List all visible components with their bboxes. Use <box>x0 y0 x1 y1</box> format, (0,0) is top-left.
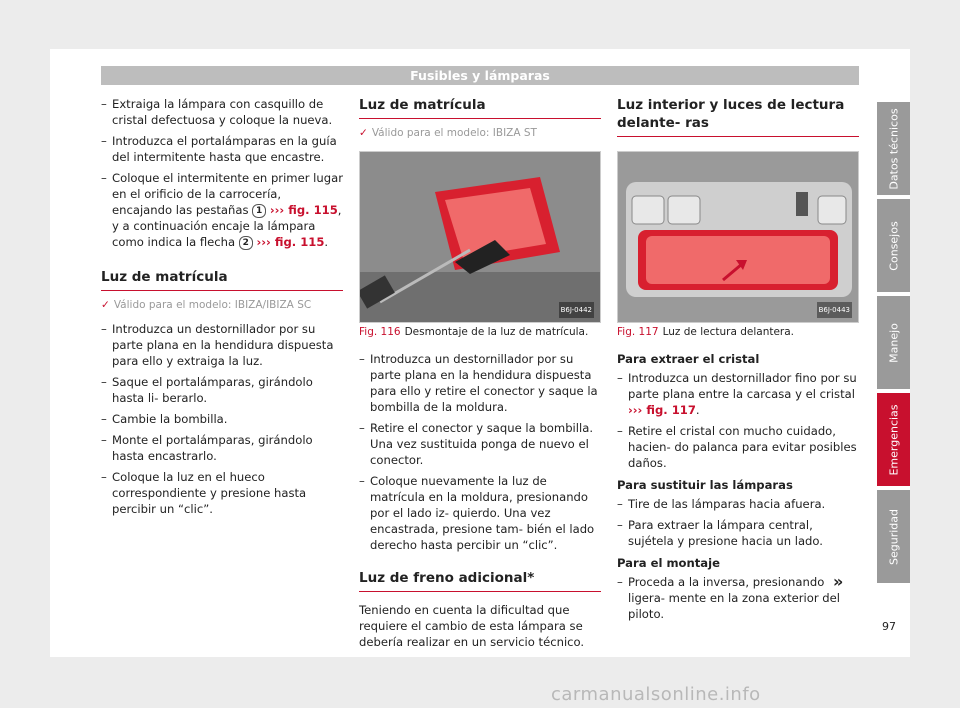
tab-emergencias[interactable]: Emergencias <box>877 393 910 486</box>
step-list <box>101 96 343 250</box>
tab-manejo[interactable]: Manejo <box>877 296 910 389</box>
list-item: – Monte el portalámparas, girándolo hasta encastrarlo. <box>101 432 343 464</box>
column-3 <box>617 96 859 627</box>
tab-datos-tecnicos[interactable]: Datos técnicos <box>877 102 910 195</box>
column-2 <box>359 96 601 650</box>
step-list <box>617 496 859 549</box>
watermark: carmanualsonline.info <box>551 684 761 705</box>
figure-caption: Fig. 117 Luz de lectura delantera. <box>617 326 795 338</box>
figure-117-image <box>617 151 859 323</box>
figure-caption: Fig. 116 Desmontaje de la luz de matrícula. <box>359 326 589 338</box>
page-number: 97 <box>882 620 896 633</box>
figure-reference-link[interactable]: ››› fig. 115 <box>269 203 338 217</box>
list-item: – Introduzca un destornillador por su parte plana en la hendidura dispuesta para ello y extraiga la luz. <box>101 321 343 369</box>
figure-reference-link[interactable]: ››› fig. 117 <box>628 403 696 417</box>
subheading: Para el montaje <box>617 556 720 570</box>
step-list <box>617 574 859 622</box>
section-title: Luz de matrícula <box>101 268 343 291</box>
checkmark-icon: ✓ <box>101 299 110 311</box>
paragraph: Teniendo en cuenta la dificultad que requiere el cambio de esta lámpara se debería realizar en un servicio técnico. <box>359 603 585 649</box>
license-plate-light-illustration <box>360 152 600 322</box>
list-item: – Coloque el intermitente en primer lugar en el orificio de la carrocería, encajando las pestañas 1 ››› fig. 115, y a continuación encaje la lámpara como indica la flecha 2 ››› fig. 115. <box>101 170 343 250</box>
figure-reference-link[interactable]: ››› fig. 115 <box>256 235 325 249</box>
step-list <box>101 321 343 517</box>
list-item: – Coloque la luz en el hueco correspondiente y presione hasta percibir un “clic”. <box>101 469 343 517</box>
step-list <box>617 370 859 471</box>
callout-badge-2: 2 <box>239 236 253 250</box>
list-item: – Introduzca un destornillador fino por su parte plana entre la carcasa y el cristal ››› fig. 117. <box>617 370 859 418</box>
figure-id: B6J-0443 <box>817 302 852 318</box>
tab-consejos[interactable]: Consejos <box>877 199 910 292</box>
subheading: Para sustituir las lámparas <box>617 478 793 492</box>
list-item: – Para extraer la lámpara central, sujétela y presione hacia un lado. <box>617 517 859 549</box>
subheading: Para extraer el cristal <box>617 352 760 366</box>
chapter-tabs <box>877 102 910 587</box>
page-header: Fusibles y lámparas <box>101 66 859 85</box>
list-item: – Retire el conector y saque la bombilla. Una vez sustituida ponga de nuevo el conector. <box>359 420 601 468</box>
list-item: – Cambie la bombilla. <box>101 411 343 427</box>
checkmark-icon: ✓ <box>359 127 368 139</box>
list-item: – Introduzca un destornillador por su parte plana en la hendidura dispuesta para ello y retire el conector y saque la bombilla de la moldura. <box>359 351 601 415</box>
figure-id: B6J-0442 <box>559 302 594 318</box>
section-title: Luz de freno adicional* <box>359 569 601 592</box>
list-item: – Extraiga la lámpara con casquillo de cristal defectuosa y coloque la nueva. <box>101 96 343 128</box>
reading-light-illustration <box>618 152 858 322</box>
list-item: – Coloque nuevamente la luz de matrícula en la moldura, presionando por el lado iz- quierdo. Una vez encastrada, presione tam- bién el lado derecho hasta percibir un “clic”. <box>359 473 601 553</box>
callout-badge-1: 1 <box>252 204 266 218</box>
column-1 <box>101 96 343 522</box>
section-title: Luz interior y luces de lectura delante- ras <box>617 96 859 137</box>
tab-seguridad[interactable]: Seguridad <box>877 490 910 583</box>
list-item: – Proceda a la inversa, presionando ligera- mente en la zona exterior del piloto. <box>617 574 859 622</box>
figure-116-image <box>359 151 601 323</box>
valid-model-note: ✓ Válido para el modelo: IBIZA ST <box>359 127 537 139</box>
step-list <box>359 351 601 553</box>
list-item: – Retire el cristal con mucho cuidado, hacien- do palanca para evitar posibles daños. <box>617 423 859 471</box>
continue-arrow-icon: » <box>833 572 844 591</box>
list-item: – Saque el portalámparas, girándolo hasta li- berarlo. <box>101 374 343 406</box>
section-title: Luz de matrícula <box>359 96 601 119</box>
list-item: – Tire de las lámparas hacia afuera. <box>617 496 859 512</box>
valid-model-note: ✓ Válido para el modelo: IBIZA/IBIZA SC <box>101 299 312 311</box>
list-item: – Introduzca el portalámparas en la guía del intermitente hasta que encastre. <box>101 133 343 165</box>
